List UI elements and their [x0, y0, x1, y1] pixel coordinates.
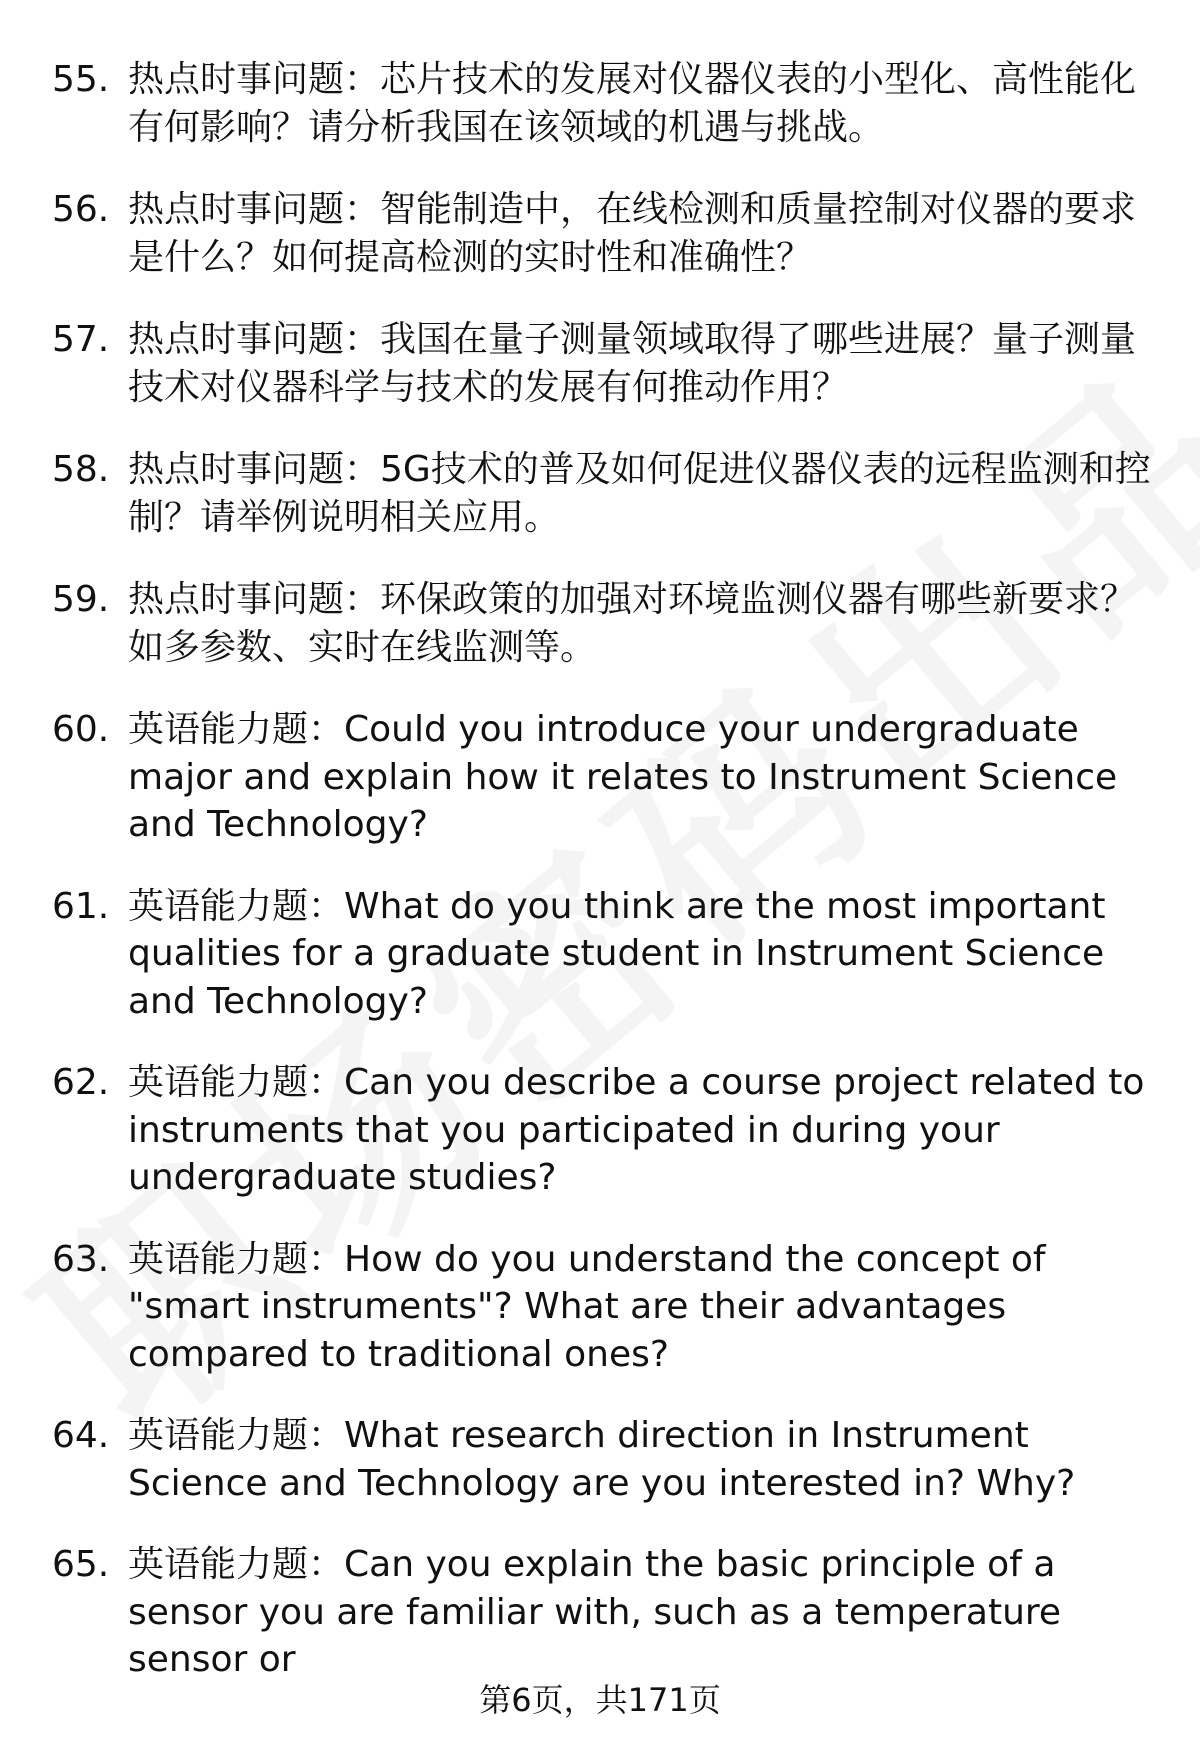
- question-item: [52, 1236, 1152, 1379]
- question-item: [52, 316, 1152, 412]
- question-number: 65.: [52, 1544, 110, 1585]
- question-number: 55.: [52, 59, 110, 100]
- question-number: 61.: [52, 885, 110, 927]
- question-text: 热点时事问题：芯片技术的发展对仪器仪表的小型化、高性能化有何影响？请分析我国在该领域的机遇与挑战。: [128, 59, 1137, 148]
- question-number: 60.: [52, 709, 110, 750]
- question-text: 英语能力题：How do you understand the concept of "smart instruments"? What are their advantages compared to traditional ones?: [128, 1238, 1046, 1375]
- question-text: 热点时事问题：5G技术的普及如何促进仪器仪表的远程监测和控制？请举例说明相关应用。: [128, 449, 1151, 538]
- question-text: 英语能力题：What research direction in Instrument Science and Technology are you interested in? Why?: [128, 1415, 1076, 1504]
- question-item: [52, 186, 1152, 282]
- question-number: 56.: [52, 189, 110, 230]
- question-text: 热点时事问题：智能制造中，在线检测和质量控制对仪器的要求是什么？如何提高检测的实时性和准确性？: [128, 189, 1137, 278]
- question-number: 58.: [52, 449, 110, 490]
- question-text: 英语能力题：What do you think are the most important qualities for a graduate student in Instrument Science and Technology?: [128, 885, 1106, 1022]
- question-text: 英语能力题：Could you introduce your undergraduate major and explain how it relates to Instrument Science and Technology?: [128, 709, 1118, 845]
- question-text: 英语能力题：Can you describe a course project related to instruments that you participated in during your undergraduate studies?: [128, 1062, 1145, 1198]
- question-item: [52, 446, 1152, 542]
- question-number: 63.: [52, 1238, 110, 1280]
- question-number: 64.: [52, 1415, 110, 1456]
- question-text: 热点时事问题：环保政策的加强对环境监测仪器有哪些新要求？如多参数、实时在线监测等。: [128, 579, 1137, 668]
- question-number: 57.: [52, 319, 110, 360]
- question-item: [52, 1059, 1152, 1202]
- question-number: 59.: [52, 579, 110, 620]
- question-text: 英语能力题：Can you explain the basic principle of a sensor you are familiar with, such as a temperature sensor or: [128, 1544, 1062, 1680]
- question-item: [52, 883, 1152, 1026]
- question-item: [52, 706, 1152, 849]
- question-text: 热点时事问题：我国在量子测量领域取得了哪些进展？量子测量技术对仪器科学与技术的发展有何推动作用？: [128, 319, 1137, 408]
- question-number: 62.: [52, 1062, 110, 1103]
- question-item: [52, 1541, 1152, 1684]
- question-item: [52, 576, 1152, 672]
- question-list: [52, 56, 1152, 1718]
- question-item: [52, 56, 1152, 152]
- question-item: [52, 1412, 1152, 1507]
- page-indicator: 第6页，共171页: [479, 1681, 721, 1719]
